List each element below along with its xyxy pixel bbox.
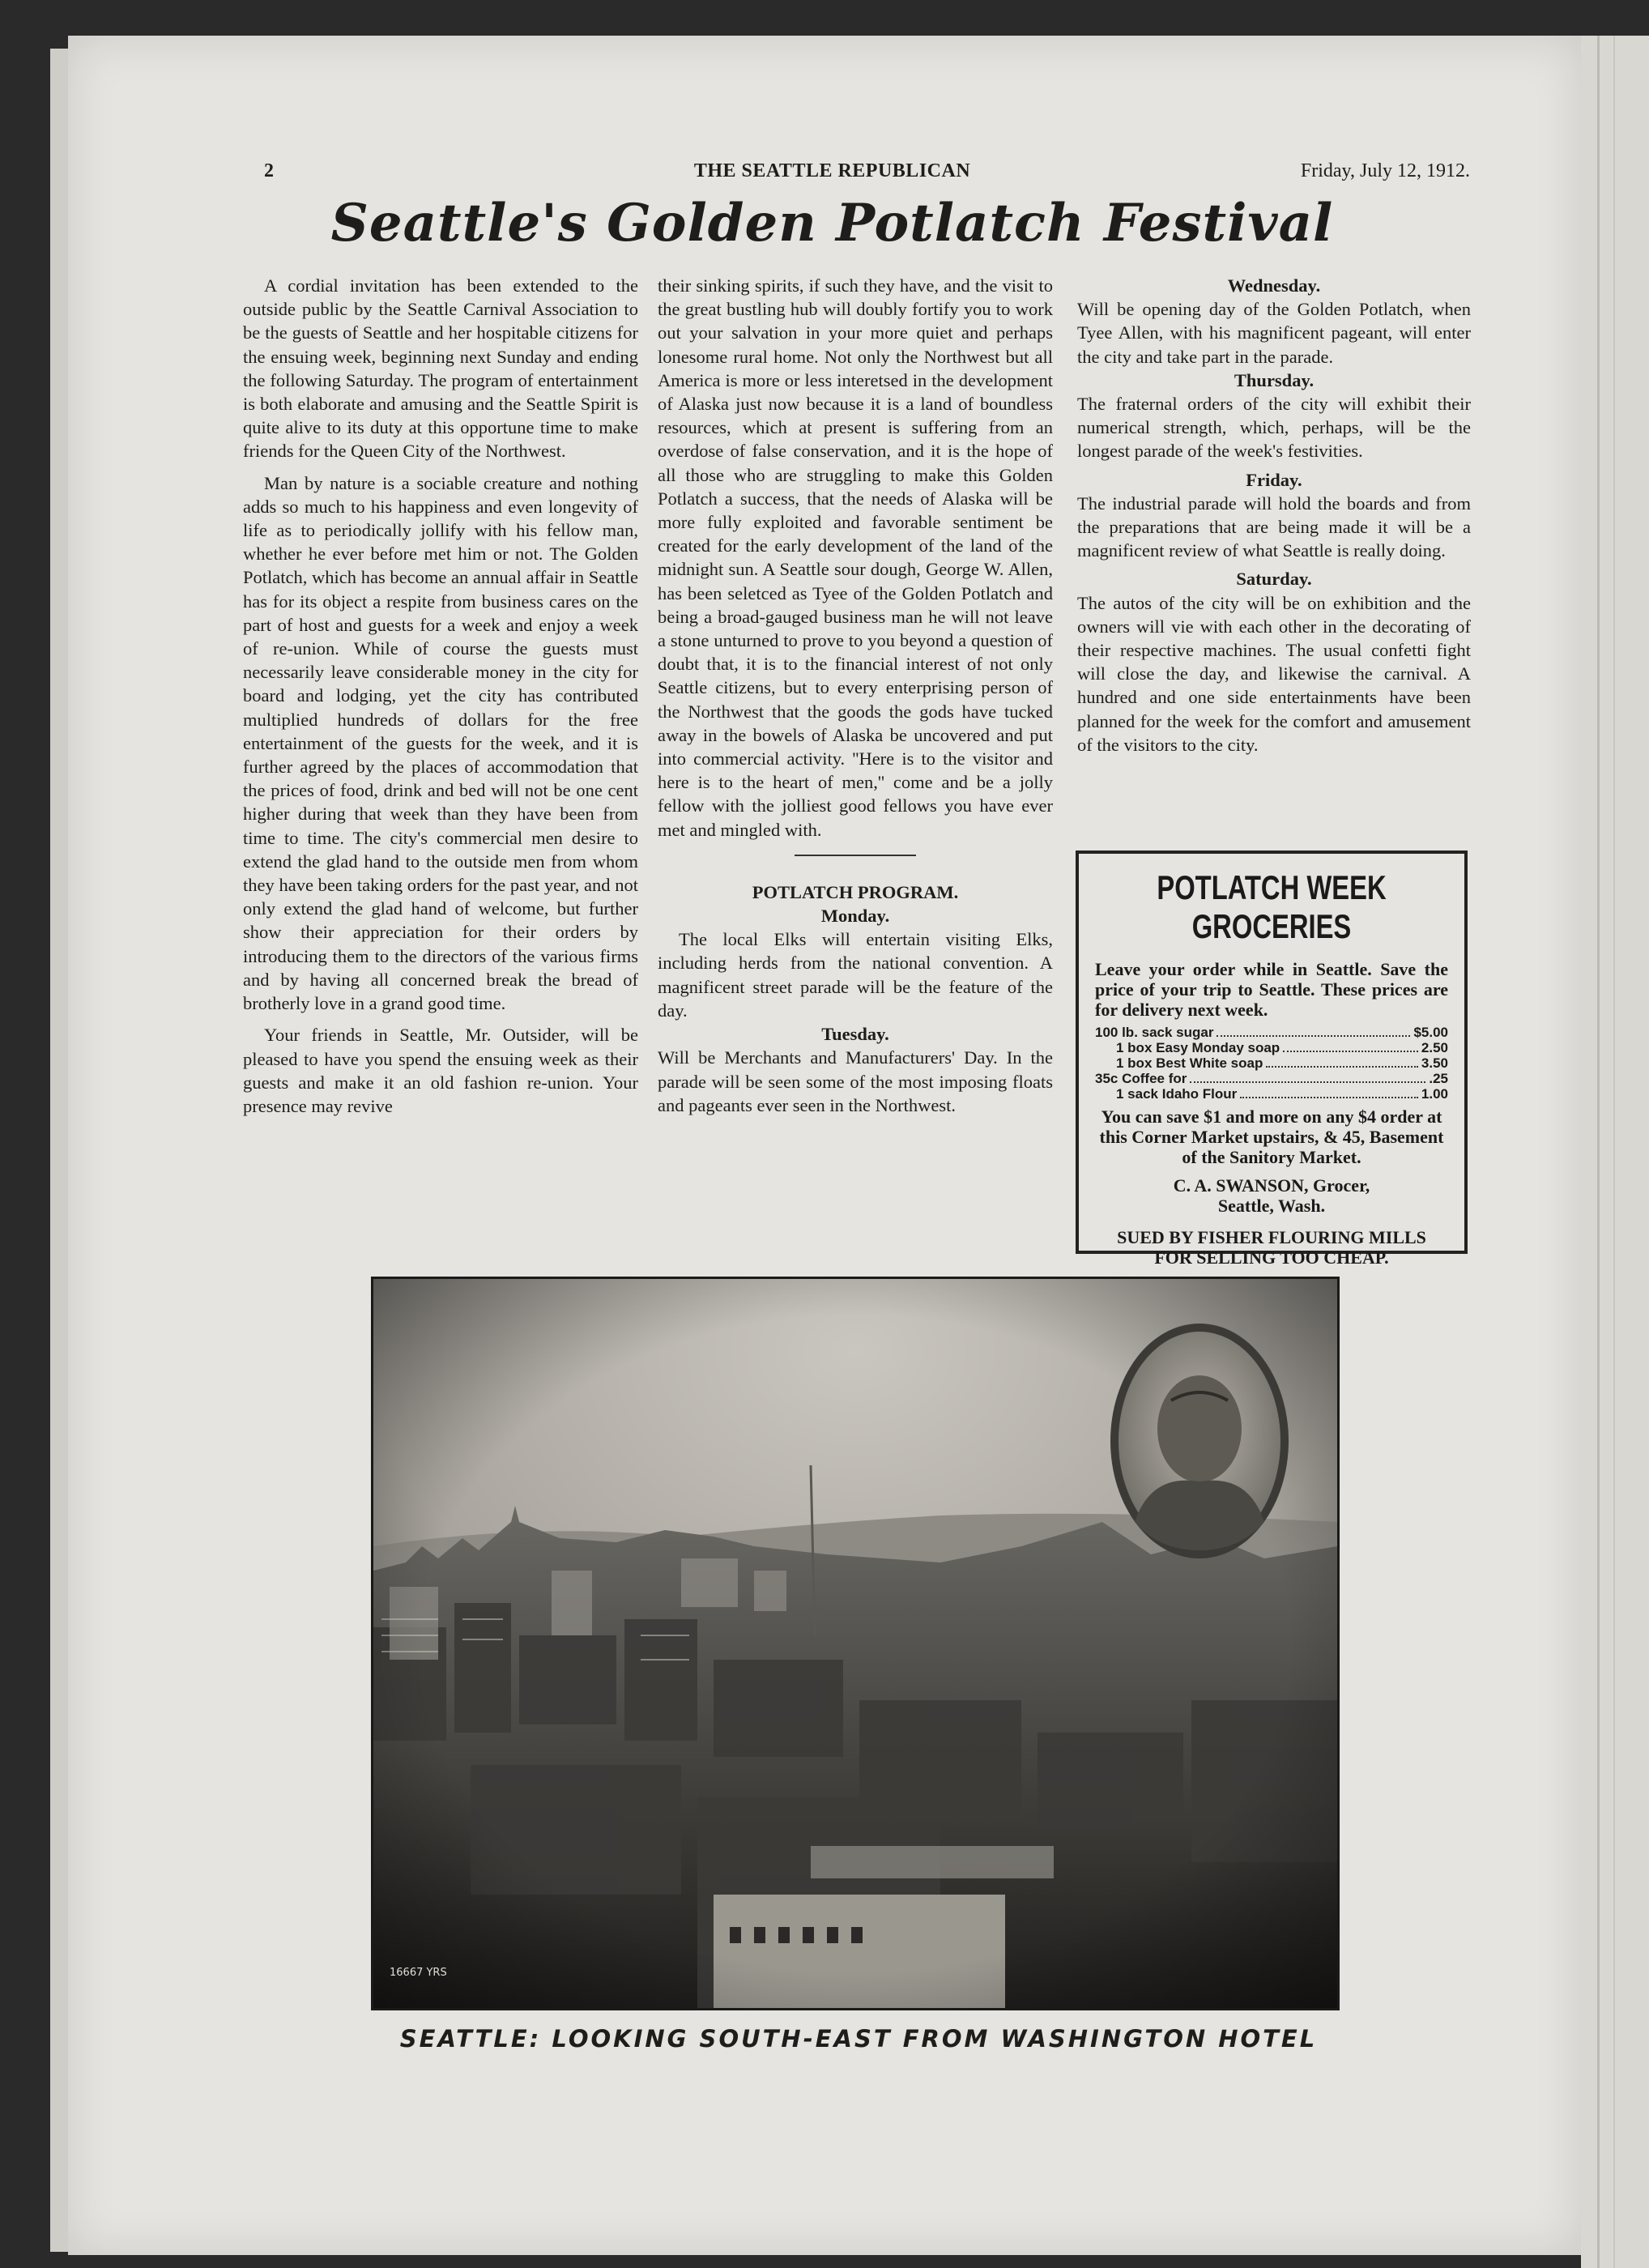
grocer-location: Seattle, Wash. — [1217, 1196, 1326, 1216]
price-list-item — [1095, 1071, 1448, 1086]
program-day-heading: Tuesday. — [821, 1024, 889, 1045]
item-name: 35c Coffee for — [1095, 1071, 1187, 1086]
leader-dots — [1190, 1081, 1425, 1083]
program-day-text: The autos of the city will be on exhibition and the owners will vie with each other in the decorating of their respective machines. The usual confetti fight will close the day, and likewise the carnival. A hundred and one side entertainments have been planned for the week for the comfort and amusement of the visitors to the city. — [1077, 592, 1471, 755]
leader-dots — [1240, 1097, 1418, 1098]
program-day-heading: Monday. — [820, 906, 890, 927]
ad-intro: Leave your order while in Seattle. Save the price of your trip to Seattle. These prices are for delivery next week. — [1095, 959, 1448, 1020]
price-list-item — [1095, 1040, 1448, 1055]
program-day-heading: Friday. — [1246, 469, 1302, 490]
program-day-heading: Saturday. — [1236, 569, 1312, 590]
price-list-item — [1095, 1086, 1448, 1102]
article-column-1 — [243, 274, 638, 1126]
item-price: $5.00 — [1413, 1025, 1448, 1040]
paper-name: THE SEATTLE REPUBLICAN — [693, 160, 971, 181]
grocer-name-line: C. A. SWANSON, Grocer, — [1173, 1175, 1370, 1196]
photo-caption: SEATTLE: LOOKING SOUTH-EAST FROM WASHINGTON HOTEL — [399, 2025, 1318, 2053]
item-name: 1 box Easy Monday soap — [1116, 1040, 1280, 1055]
ad-footer — [1095, 1227, 1448, 1268]
ad-footer-line: SUED BY FISHER FLOURING MILLS — [1117, 1227, 1426, 1247]
article-paragraph: their sinking spirits, if such they have, and the visit to the great bustling hub will doubly fortify you to work out your salvation in your more quiet and perhaps lonesome rural home. Not only the Northwest but all America is more or less interetsed in the development of Alaska just now because it is a land of boundless resources, which at present is suffering from an overdose of false conservation, and it is the hope of all those who are struggling to make this Golden Potlatch a success, that the needs of Alaska will be more fully exploited and favorable sentiment be created for the early development of the land of the midnight sun. A Seattle sour dough, George W. Allen, has been seletced as Tyee of the Golden Potlatch and being a broad-gauged business man he will not leave a stone unturned to prove to you beyond a question of doubt that, it is to the financial interest of not only Seattle citizens, but to every enterprising person of the Northwest that the goods the gods have tucked away in the bowels of Alaska be uncovered and put into commercial activity. ''Here is to the visitor and here is to the heart of men,'' come and be a jolly fellow with the jolliest good fellows you have ever met and mingled with. — [658, 275, 1053, 840]
ad-title: POTLATCH WEEK GROCERIES — [1157, 868, 1387, 945]
program-day-text: The fraternal orders of the city will exhibit their numerical strength, which, perhaps, will be the longest parade of the week's festivities. — [1077, 394, 1471, 462]
program-day-heading: Wednesday. — [1227, 275, 1321, 296]
item-name: 100 lb. sack sugar — [1095, 1025, 1214, 1040]
article-column-2 — [658, 274, 1053, 1117]
item-name: 1 sack Idaho Flour — [1116, 1086, 1238, 1102]
article-column-3 — [1077, 274, 1471, 757]
leader-dots — [1217, 1035, 1410, 1037]
page-edge-left — [50, 49, 69, 2252]
item-price: .25 — [1429, 1071, 1448, 1086]
leader-dots — [1266, 1066, 1418, 1068]
price-list — [1095, 1025, 1448, 1102]
page-header — [194, 160, 1470, 193]
program-title: POTLATCH PROGRAM. — [752, 881, 959, 902]
city-photograph — [371, 1277, 1340, 2010]
article-paragraph: A cordial invitation has been extended to the outside public by the Seattle Carnival Association to be the guests of Seattle and her hospitable citizens for the ensuing week, beginning next Sunday and ending the following Saturday. The program of entertainment is both elaborate and amusing and the Seattle Spirit is quite alive to its duty at this opportune time to make friends for the Queen City of the Northwest. — [243, 275, 638, 462]
price-list-item — [1095, 1025, 1448, 1040]
item-price: 3.50 — [1421, 1055, 1448, 1071]
headline: Seattle's Golden Potlatch Festival — [330, 193, 1334, 254]
program-day-text: Will be opening day of the Golden Potlatch, when Tyee Allen, with his magnificent pageant, will enter the city and take part in the parade. — [1077, 299, 1471, 367]
item-name: 1 box Best White soap — [1116, 1055, 1263, 1071]
grocery-advertisement — [1076, 850, 1468, 1268]
ad-footer-line: FOR SELLING TOO CHEAP. — [1154, 1247, 1389, 1268]
page-number: 2 — [264, 160, 274, 181]
article-paragraph: Your friends in Seattle, Mr. Outsider, will be pleased to have you spend the ensuing week as their guests and make it an old fashion re-union. Your presence may revive — [243, 1025, 638, 1116]
price-list-item — [1095, 1055, 1448, 1071]
issue-date: Friday, July 12, 1912. — [1300, 160, 1470, 181]
photo-corner-mark: 16667 YRS — [390, 1967, 447, 1979]
program-day-text: The local Elks will entertain visiting Elks, including herds from the national convention. A magnificent street parade will be the feature of the day. — [658, 929, 1053, 1021]
item-price: 1.00 — [1421, 1086, 1448, 1102]
item-price: 2.50 — [1421, 1040, 1448, 1055]
program-day-heading: Thursday. — [1234, 369, 1315, 390]
city-skyline-image — [373, 1279, 1337, 2008]
page-edge-right — [1581, 36, 1649, 2268]
ad-savings-text: You can save $1 and more on any $4 order at this Corner Market upstairs, & 45, Basement of the Sanitory Market. — [1099, 1106, 1444, 1167]
article-paragraph: Man by nature is a sociable creature and nothing adds so much to his happiness and even longevity of life as to periodically jollify with his fellow man, whether he ever before met him or not. The Golden Potlatch, which has become an annual affair in Seattle has for its object a respite from business cares on the part of host and guests for a week and enjoy a week of re-union. While of course the guests must necessarily leave considerable money in the city for board and lodging, yet the city has contributed multiplied hundreds of dollars for the free entertainment of the guests for the week, and it is further agreed by the places of accommodation that the prices of food, drink and bed will not be one cent higher during that week than they have been from time to time. The city's commercial men desire to extend the glad hand to the outside men from whom they have been taking orders for the past year, and not only extend the glad hand of welcome, but further show their appreciation for their orders by introducing them to the directors of the various firms and by having all concerned break the bread of brotherly love in a grand good time. — [243, 472, 638, 1014]
program-day-text: The industrial parade will hold the boards and from the preparations that are being made it will be a magnificent review of what Seattle is really doing. — [1077, 492, 1471, 561]
leader-dots — [1283, 1051, 1418, 1052]
section-divider — [795, 855, 916, 856]
program-day-text: Will be Merchants and Manufacturers' Day. In the parade will be seen some of the most imposing floats and pageants ever seen in the Northwest. — [658, 1047, 1053, 1115]
grocer-name — [1095, 1175, 1448, 1216]
